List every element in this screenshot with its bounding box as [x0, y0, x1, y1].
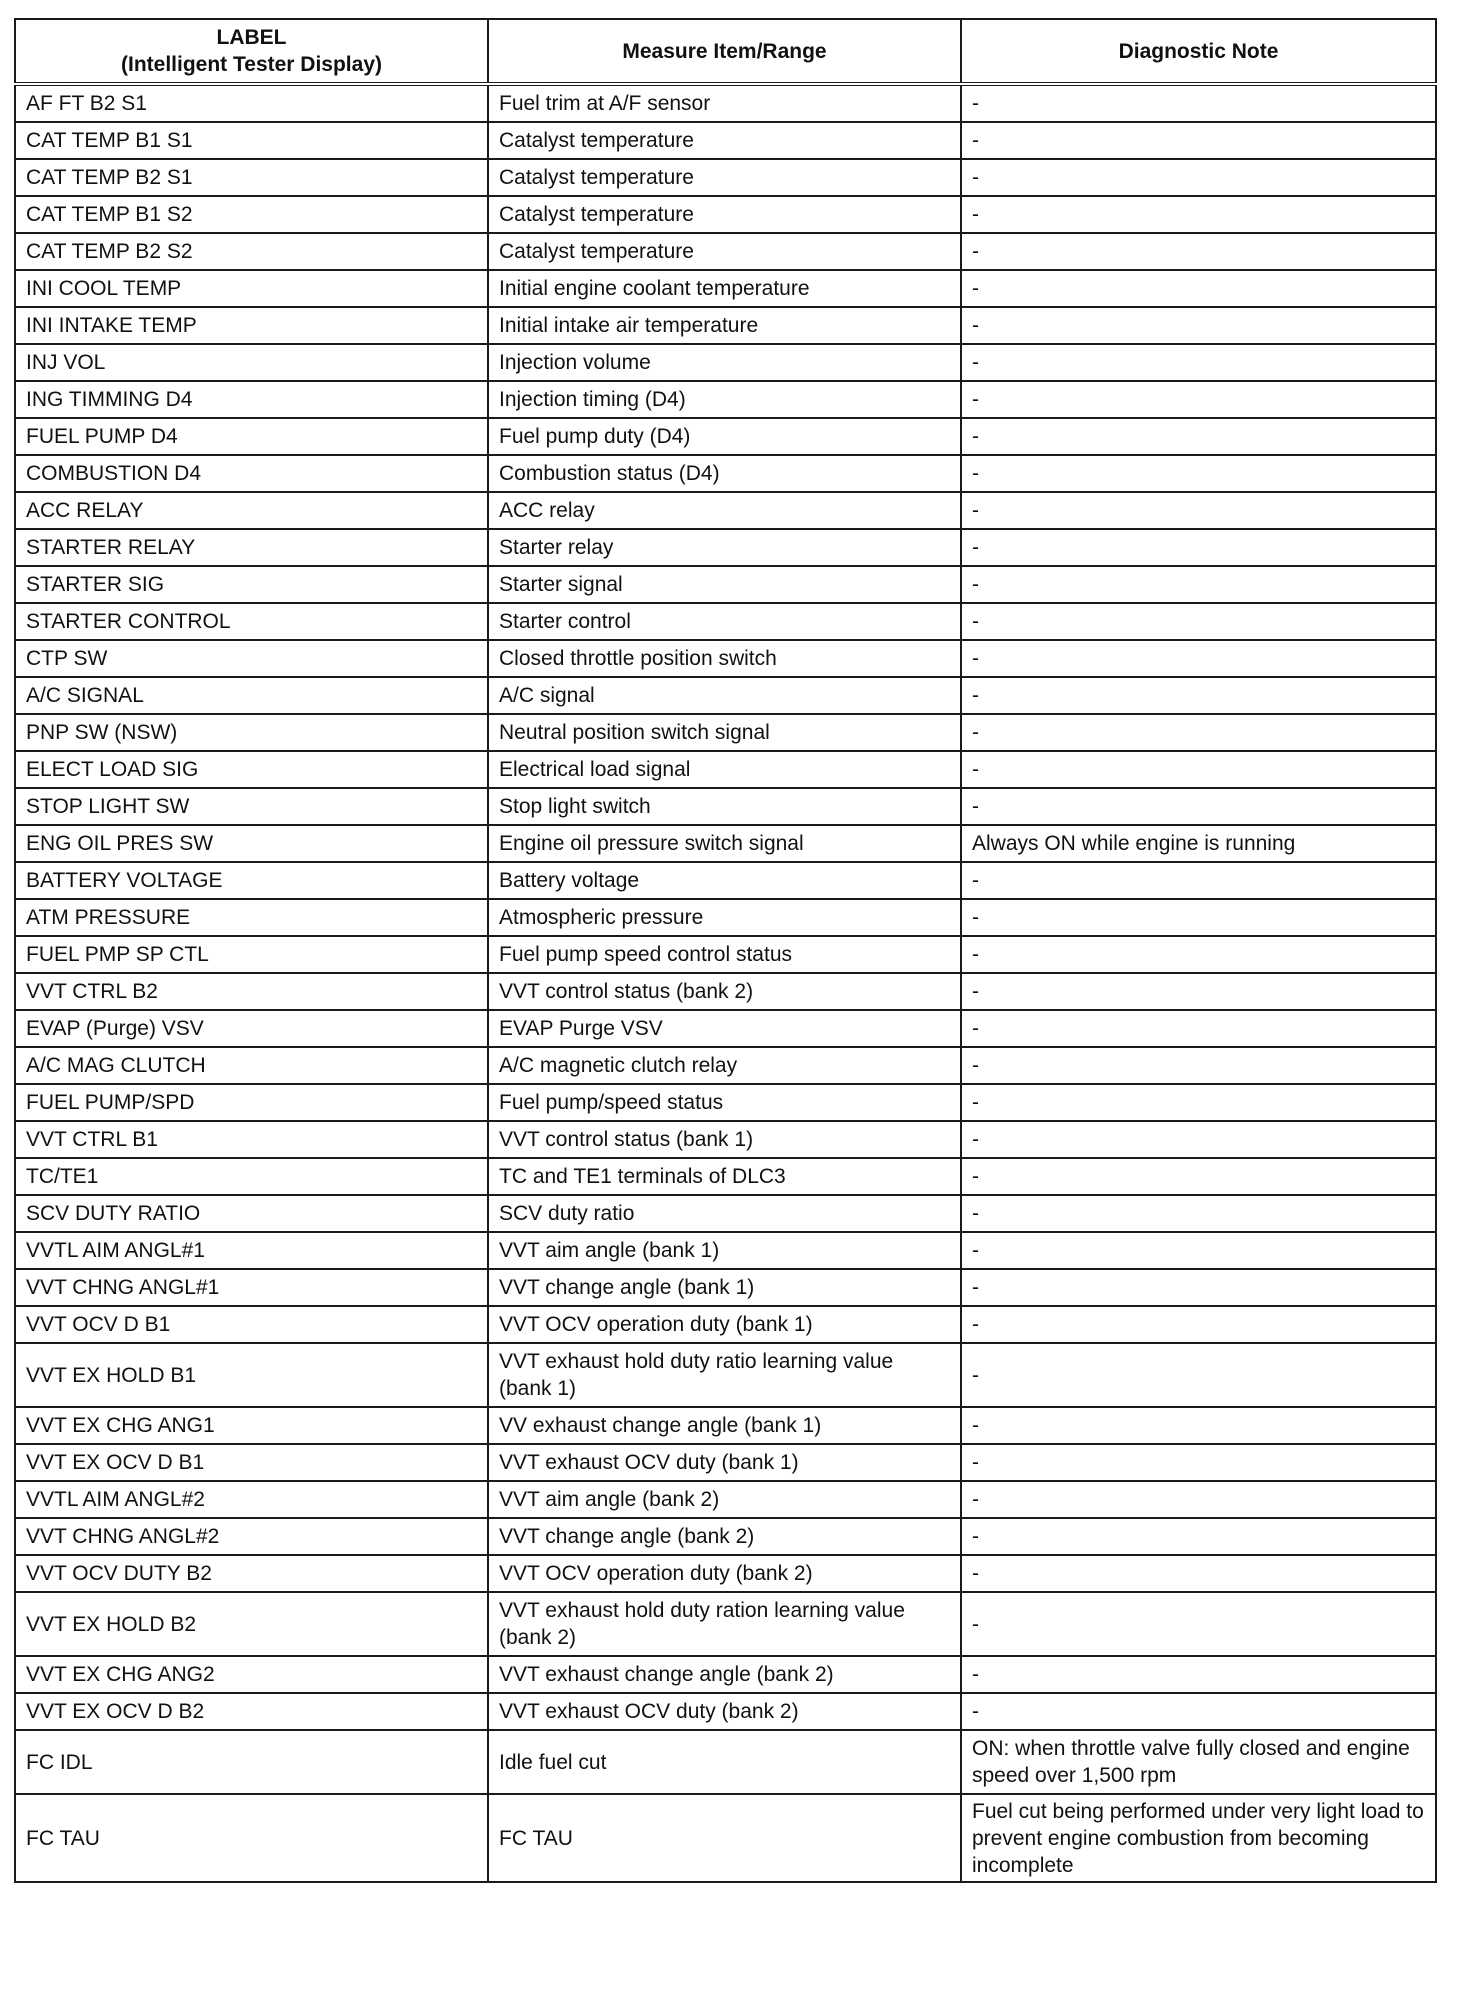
table-row [15, 751, 1436, 788]
table-row [15, 862, 1436, 899]
row-note-cell: - [961, 1656, 1436, 1693]
row-note-cell: - [961, 1121, 1436, 1158]
table-row [15, 1555, 1436, 1592]
row-note-cell: - [961, 307, 1436, 344]
row-measure-cell: VVT exhaust OCV duty (bank 2) [488, 1693, 961, 1730]
row-label-cell: VVT CHNG ANGL#2 [15, 1518, 488, 1555]
row-label-cell: ATM PRESSURE [15, 899, 488, 936]
row-note-cell: - [961, 1195, 1436, 1232]
row-note-cell: - [961, 603, 1436, 640]
header-measure: Measure Item/Range [488, 19, 961, 84]
table-row [15, 159, 1436, 196]
row-label-cell: BATTERY VOLTAGE [15, 862, 488, 899]
table-row [15, 1730, 1436, 1794]
table-row [15, 1010, 1436, 1047]
row-note-cell: - [961, 1232, 1436, 1269]
row-label-cell: VVT OCV DUTY B2 [15, 1555, 488, 1592]
table-row [15, 1158, 1436, 1195]
row-note-cell: - [961, 936, 1436, 973]
row-measure-cell: A/C signal [488, 677, 961, 714]
table-row [15, 84, 1436, 122]
table-row [15, 1047, 1436, 1084]
row-measure-cell: Injection volume [488, 344, 961, 381]
row-label-cell: ACC RELAY [15, 492, 488, 529]
table-row [15, 677, 1436, 714]
row-measure-cell: Catalyst temperature [488, 233, 961, 270]
row-note-cell: ON: when throttle valve fully closed and engine speed over 1,500 rpm [961, 1730, 1436, 1794]
row-measure-cell: VVT exhaust hold duty ratio learning value (bank 1) [488, 1343, 961, 1407]
row-label-cell: INJ VOL [15, 344, 488, 381]
row-measure-cell: Electrical load signal [488, 751, 961, 788]
row-note-cell: - [961, 751, 1436, 788]
row-note-cell: - [961, 1047, 1436, 1084]
row-measure-cell: Catalyst temperature [488, 122, 961, 159]
table-row [15, 1195, 1436, 1232]
row-label-cell: ING TIMMING D4 [15, 381, 488, 418]
row-measure-cell: Atmospheric pressure [488, 899, 961, 936]
table-row [15, 1121, 1436, 1158]
header-label [15, 19, 488, 84]
table-row [15, 381, 1436, 418]
table-row [15, 492, 1436, 529]
data-list-table [14, 18, 1437, 1883]
row-measure-cell: FC TAU [488, 1794, 961, 1882]
table-row [15, 1407, 1436, 1444]
row-label-cell: VVT EX HOLD B2 [15, 1592, 488, 1656]
row-measure-cell: Starter control [488, 603, 961, 640]
row-measure-cell: ACC relay [488, 492, 961, 529]
row-measure-cell: Stop light switch [488, 788, 961, 825]
table-row [15, 899, 1436, 936]
row-label-cell: FC TAU [15, 1794, 488, 1882]
row-measure-cell: VVT control status (bank 1) [488, 1121, 961, 1158]
table-row [15, 122, 1436, 159]
table-row [15, 270, 1436, 307]
row-measure-cell: A/C magnetic clutch relay [488, 1047, 961, 1084]
table-row [15, 418, 1436, 455]
row-note-cell: - [961, 566, 1436, 603]
row-note-cell: - [961, 122, 1436, 159]
row-measure-cell: Fuel pump speed control status [488, 936, 961, 973]
table-row [15, 529, 1436, 566]
row-measure-cell: Initial engine coolant temperature [488, 270, 961, 307]
row-measure-cell: Engine oil pressure switch signal [488, 825, 961, 862]
row-label-cell: FUEL PMP SP CTL [15, 936, 488, 973]
row-measure-cell: Battery voltage [488, 862, 961, 899]
row-measure-cell: VVT change angle (bank 2) [488, 1518, 961, 1555]
row-label-cell: AF FT B2 S1 [15, 84, 488, 122]
row-note-cell: - [961, 973, 1436, 1010]
row-label-cell: CAT TEMP B2 S2 [15, 233, 488, 270]
row-note-cell: - [961, 1010, 1436, 1047]
row-label-cell: FUEL PUMP/SPD [15, 1084, 488, 1121]
row-measure-cell: VVT OCV operation duty (bank 2) [488, 1555, 961, 1592]
row-measure-cell: VVT exhaust hold duty ration learning value (bank 2) [488, 1592, 961, 1656]
row-label-cell: A/C SIGNAL [15, 677, 488, 714]
row-measure-cell: VVT aim angle (bank 1) [488, 1232, 961, 1269]
row-note-cell: - [961, 270, 1436, 307]
row-label-cell: STARTER CONTROL [15, 603, 488, 640]
row-note-cell: - [961, 899, 1436, 936]
row-label-cell: VVT OCV D B1 [15, 1306, 488, 1343]
table-row [15, 1084, 1436, 1121]
table-row [15, 1444, 1436, 1481]
row-label-cell: STARTER SIG [15, 566, 488, 603]
row-measure-cell: Initial intake air temperature [488, 307, 961, 344]
row-label-cell: VVTL AIM ANGL#2 [15, 1481, 488, 1518]
table-row [15, 1232, 1436, 1269]
row-note-cell: - [961, 492, 1436, 529]
table-row [15, 640, 1436, 677]
table-row [15, 1269, 1436, 1306]
row-label-cell: ENG OIL PRES SW [15, 825, 488, 862]
row-note-cell: - [961, 1269, 1436, 1306]
row-measure-cell: SCV duty ratio [488, 1195, 961, 1232]
table-row [15, 196, 1436, 233]
row-measure-cell: TC and TE1 terminals of DLC3 [488, 1158, 961, 1195]
row-measure-cell: VVT control status (bank 2) [488, 973, 961, 1010]
table-row [15, 603, 1436, 640]
row-measure-cell: VVT exhaust OCV duty (bank 1) [488, 1444, 961, 1481]
row-note-cell: - [961, 1084, 1436, 1121]
row-measure-cell: VVT aim angle (bank 2) [488, 1481, 961, 1518]
row-note-cell: Fuel cut being performed under very light load to prevent engine combustion from becoming incomplete [961, 1794, 1436, 1882]
row-measure-cell: Injection timing (D4) [488, 381, 961, 418]
row-label-cell: VVT CTRL B2 [15, 973, 488, 1010]
table-row [15, 1306, 1436, 1343]
row-label-cell: VVT EX OCV D B2 [15, 1693, 488, 1730]
row-note-cell: - [961, 862, 1436, 899]
row-note-cell: - [961, 196, 1436, 233]
table-row [15, 1656, 1436, 1693]
row-note-cell: - [961, 1407, 1436, 1444]
row-label-cell: STOP LIGHT SW [15, 788, 488, 825]
header-label-line1: LABEL [216, 26, 287, 49]
row-note-cell: - [961, 381, 1436, 418]
row-label-cell: SCV DUTY RATIO [15, 1195, 488, 1232]
table-row [15, 1481, 1436, 1518]
row-note-cell: - [961, 1343, 1436, 1407]
table-row [15, 307, 1436, 344]
header-row [15, 19, 1436, 84]
row-note-cell: - [961, 1444, 1436, 1481]
row-note-cell: Always ON while engine is running [961, 825, 1436, 862]
row-measure-cell: Catalyst temperature [488, 159, 961, 196]
row-note-cell: - [961, 233, 1436, 270]
table-row [15, 788, 1436, 825]
row-measure-cell: Idle fuel cut [488, 1730, 961, 1794]
table-row [15, 455, 1436, 492]
row-label-cell: INI INTAKE TEMP [15, 307, 488, 344]
row-measure-cell: Catalyst temperature [488, 196, 961, 233]
table-row [15, 1343, 1436, 1407]
row-measure-cell: VVT change angle (bank 1) [488, 1269, 961, 1306]
row-label-cell: INI COOL TEMP [15, 270, 488, 307]
table-row [15, 825, 1436, 862]
row-measure-cell: Fuel pump/speed status [488, 1084, 961, 1121]
row-label-cell: COMBUSTION D4 [15, 455, 488, 492]
row-measure-cell: Starter relay [488, 529, 961, 566]
table-row [15, 714, 1436, 751]
row-measure-cell: Fuel trim at A/F sensor [488, 84, 961, 122]
row-label-cell: VVT EX HOLD B1 [15, 1343, 488, 1407]
row-measure-cell: Fuel pump duty (D4) [488, 418, 961, 455]
row-measure-cell: Neutral position switch signal [488, 714, 961, 751]
row-note-cell: - [961, 418, 1436, 455]
table-row [15, 936, 1436, 973]
row-note-cell: - [961, 640, 1436, 677]
table-row [15, 1794, 1436, 1882]
row-label-cell: PNP SW (NSW) [15, 714, 488, 751]
row-note-cell: - [961, 1481, 1436, 1518]
row-label-cell: EVAP (Purge) VSV [15, 1010, 488, 1047]
row-label-cell: CTP SW [15, 640, 488, 677]
row-measure-cell: VVT OCV operation duty (bank 1) [488, 1306, 961, 1343]
row-note-cell: - [961, 344, 1436, 381]
table-row [15, 233, 1436, 270]
row-measure-cell: Combustion status (D4) [488, 455, 961, 492]
row-note-cell: - [961, 788, 1436, 825]
row-note-cell: - [961, 677, 1436, 714]
row-label-cell: TC/TE1 [15, 1158, 488, 1195]
row-note-cell: - [961, 1306, 1436, 1343]
row-label-cell: VVT CTRL B1 [15, 1121, 488, 1158]
data-list-table-container [14, 18, 1435, 1883]
row-measure-cell: EVAP Purge VSV [488, 1010, 961, 1047]
table-row [15, 566, 1436, 603]
table-row [15, 1592, 1436, 1656]
row-label-cell: VVT CHNG ANGL#1 [15, 1269, 488, 1306]
row-label-cell: FC IDL [15, 1730, 488, 1794]
row-label-cell: VVT EX OCV D B1 [15, 1444, 488, 1481]
row-note-cell: - [961, 1693, 1436, 1730]
row-note-cell: - [961, 84, 1436, 122]
row-label-cell: CAT TEMP B1 S2 [15, 196, 488, 233]
row-label-cell: A/C MAG CLUTCH [15, 1047, 488, 1084]
table-body [15, 84, 1436, 1882]
table-header [15, 19, 1436, 84]
row-label-cell: VVT EX CHG ANG2 [15, 1656, 488, 1693]
row-note-cell: - [961, 159, 1436, 196]
row-label-cell: CAT TEMP B1 S1 [15, 122, 488, 159]
header-label-line2: (Intelligent Tester Display) [121, 53, 382, 76]
table-row [15, 1518, 1436, 1555]
row-label-cell: FUEL PUMP D4 [15, 418, 488, 455]
row-note-cell: - [961, 714, 1436, 751]
row-note-cell: - [961, 529, 1436, 566]
row-label-cell: CAT TEMP B2 S1 [15, 159, 488, 196]
row-label-cell: ELECT LOAD SIG [15, 751, 488, 788]
table-row [15, 1693, 1436, 1730]
row-label-cell: VVTL AIM ANGL#1 [15, 1232, 488, 1269]
row-note-cell: - [961, 1158, 1436, 1195]
table-row [15, 973, 1436, 1010]
row-note-cell: - [961, 455, 1436, 492]
row-note-cell: - [961, 1555, 1436, 1592]
table-row [15, 344, 1436, 381]
row-note-cell: - [961, 1592, 1436, 1656]
row-label-cell: STARTER RELAY [15, 529, 488, 566]
row-measure-cell: VV exhaust change angle (bank 1) [488, 1407, 961, 1444]
header-note: Diagnostic Note [961, 19, 1436, 84]
row-note-cell: - [961, 1518, 1436, 1555]
row-label-cell: VVT EX CHG ANG1 [15, 1407, 488, 1444]
row-measure-cell: Starter signal [488, 566, 961, 603]
row-measure-cell: VVT exhaust change angle (bank 2) [488, 1656, 961, 1693]
row-measure-cell: Closed throttle position switch [488, 640, 961, 677]
